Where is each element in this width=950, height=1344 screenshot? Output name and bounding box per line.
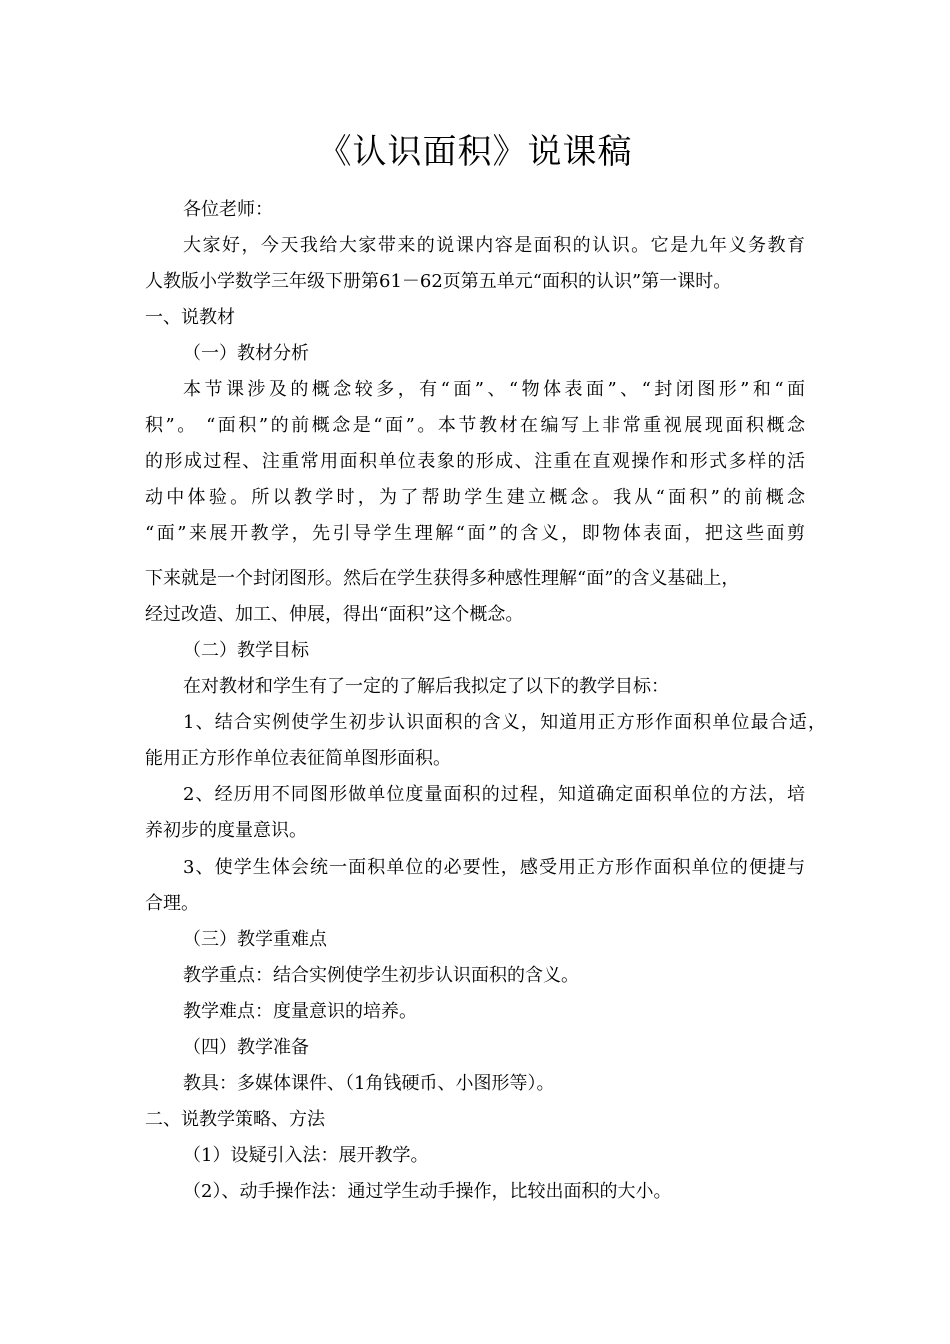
paragraph-line: 能用正方形作单位表征简单图形面积。	[145, 748, 451, 769]
objective-item: 2、经历用不同图形做单位度量面积的过程，知道确定面积单位的方法，培	[183, 784, 805, 805]
paragraph-line: 在对教材和学生有了一定的了解后我拟定了以下的教学目标：	[183, 676, 669, 697]
paragraph-line: 本节课涉及的概念较多，有“面”、“物体表面”、“封闭图形”和“面	[183, 379, 805, 400]
paragraph-line: 大家好，今天我给大家带来的说课内容是面积的认识。它是九年义务教育	[183, 235, 805, 256]
paragraph-line: 教学重点：结合实例使学生初步认识面积的含义。	[183, 965, 579, 986]
subsection-heading: （三）教学重难点	[183, 929, 327, 950]
paragraph-line: 积”。 “面积”的前概念是“面”。本节教材在编写上非常重视展现面积概念	[145, 415, 805, 436]
paragraph-line: 养初步的度量意识。	[145, 820, 307, 841]
section-heading: 一、说教材	[145, 307, 235, 328]
paragraph-line: “面”来展开教学，先引导学生理解“面”的含义，即物体表面，把这些面剪	[145, 523, 805, 544]
paragraph-line: 合理。	[145, 893, 199, 914]
paragraph-line: 经过改造、加工、伸展，得出“面积”这个概念。	[145, 604, 524, 625]
paragraph-line: 动中体验。所以教学时，为了帮助学生建立概念。我从“面积”的前概念	[145, 487, 805, 508]
document-title: 《认识面积》说课稿	[317, 132, 633, 172]
paragraph-line: 下来就是一个封闭图形。然后在学生获得多种感性理解“面”的含义基础上，	[145, 568, 740, 589]
subsection-heading: （二）教学目标	[183, 640, 309, 661]
paragraph-line: 人教版小学数学三年级下册第61－62页第五单元“面积的认识”第一课时。	[145, 271, 732, 292]
objective-item: 1、结合实例使学生初步认识面积的含义，知道用正方形作面积单位最合适，	[183, 712, 826, 733]
paragraph-line: 教学难点：度量意识的培养。	[183, 1001, 417, 1022]
greeting: 各位老师：	[183, 199, 273, 220]
subsection-heading: （一）教材分析	[183, 343, 309, 364]
method-item: （2）、动手操作法：通过学生动手操作，比较出面积的大小。	[183, 1181, 672, 1202]
paragraph-line: 教具：多媒体课件、（1角钱硬币、小图形等）。	[183, 1073, 555, 1094]
subsection-heading: （四）教学准备	[183, 1037, 309, 1058]
section-heading: 二、说教学策略、方法	[145, 1109, 325, 1130]
objective-item: 3、使学生体会统一面积单位的必要性，感受用正方形作面积单位的便捷与	[183, 857, 805, 878]
paragraph-line: 的形成过程、注重常用面积单位表象的形成、注重在直观操作和形式多样的活	[145, 451, 805, 472]
method-item: （1）设疑引入法：展开教学。	[183, 1145, 429, 1166]
